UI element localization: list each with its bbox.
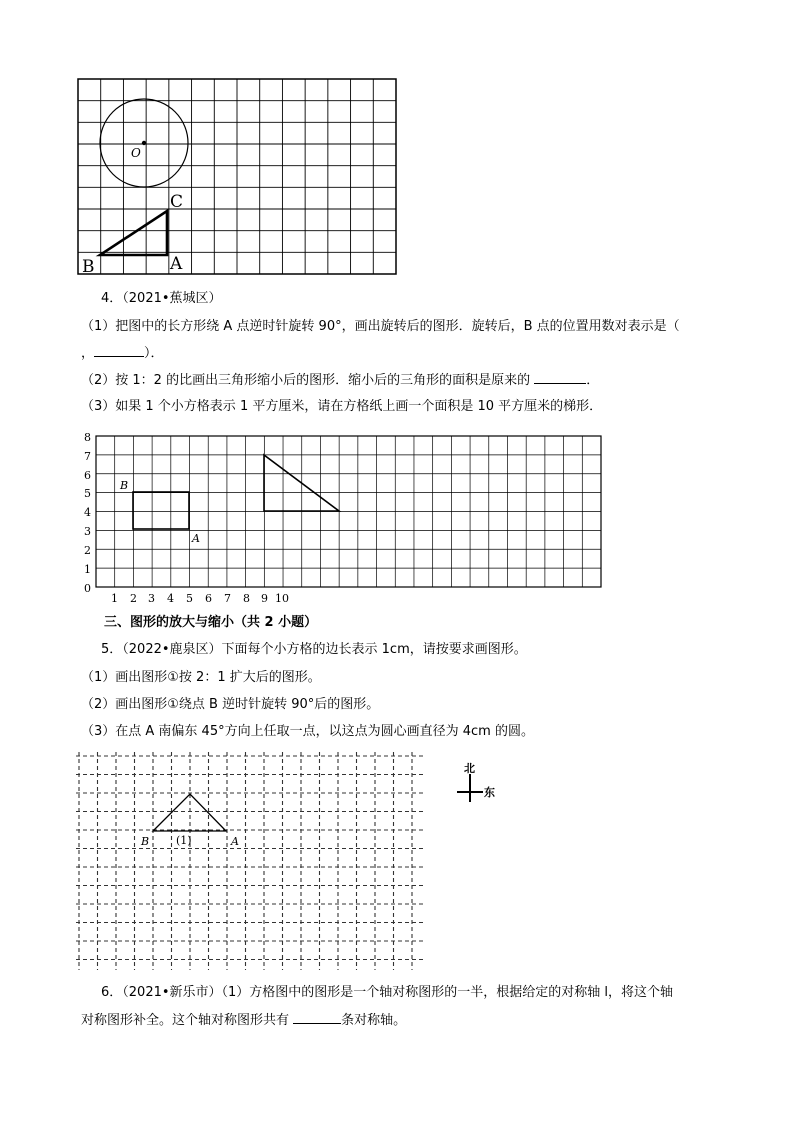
y-tick-0: 0 (84, 582, 91, 595)
compass-north-label: 北 (464, 762, 475, 775)
shape-1-label: (1) (176, 834, 192, 847)
y-tick-3: 3 (84, 525, 91, 538)
point-a-label: A (192, 532, 200, 545)
q4-part1-line2 (81, 344, 164, 363)
q4-part1-line1: （1）把图中的长方形绕 A 点逆时针旋转 90°，画出旋转后的图形．旋转后，B 点的位置用数对表示是（ (81, 319, 680, 334)
label-o: O (131, 146, 141, 160)
q6-line2 (81, 1011, 406, 1030)
x-tick-6: 6 (205, 592, 212, 605)
y-tick-1: 1 (84, 563, 91, 576)
x-tick-5: 5 (186, 592, 193, 605)
q6-line1: 6．（2021•新乐市）（1）方格图中的图形是一个轴对称图形的一半，根据给定的对称轴 l，将这个轴 (101, 985, 674, 1000)
y-tick-4: 4 (84, 506, 91, 519)
point-a-label: A (231, 835, 239, 848)
x-tick-1: 1 (111, 592, 118, 605)
x-tick-2: 2 (130, 592, 137, 605)
q5-part1: （1）画出图形①按 2：1 扩大后的图形。 (81, 670, 321, 685)
y-tick-8: 8 (84, 431, 91, 444)
point-b-label: B (141, 835, 150, 848)
x-tick-4: 4 (167, 592, 174, 605)
compass-horizontal-line (457, 791, 483, 793)
figure1-grid (78, 79, 398, 276)
label-a: A (170, 254, 183, 274)
q5-part3: （3）在点 A 南偏东 45°方向上任取一点，以这点为圆心画直径为 4cm 的圆。 (81, 724, 534, 739)
x-tick-3: 3 (148, 592, 155, 605)
triangle-abc (100, 211, 167, 255)
q4-header: 4．（2021•蕉城区） (101, 291, 222, 306)
q5-part2: （2）画出图形①绕点 B 逆时针旋转 90°后的图形。 (81, 697, 380, 712)
q4-part1-line2-end: ）． (144, 346, 164, 361)
q6-answer-blank[interactable] (293, 1011, 341, 1024)
label-c: C (170, 192, 184, 212)
q4-part2-end: ． (586, 373, 600, 388)
point-b-label: B (120, 479, 129, 492)
rectangle-shape (133, 492, 189, 529)
compass (452, 760, 512, 810)
y-tick-6: 6 (84, 469, 91, 482)
q4-answer-blank-1[interactable] (94, 344, 144, 357)
y-tick-5: 5 (84, 487, 91, 500)
label-b: B (82, 257, 95, 277)
q4-part2-text: （2）按 1：2 的比画出三角形缩小后的图形．缩小后的三角形的面积是原来的 (81, 373, 531, 388)
x-tick-7: 7 (224, 592, 231, 605)
x-tick-9: 9 (261, 592, 268, 605)
q4-answer-blank-2[interactable] (534, 371, 586, 384)
q5-header: 5．（2022•鹿泉区）下面每个小方格的边长表示 1cm，请按要求画图形。 (101, 642, 527, 657)
q6-line2-end: 条对称轴。 (341, 1013, 407, 1028)
section3-heading: 三、图形的放大与缩小（共 2 小题） (104, 615, 318, 630)
y-tick-2: 2 (84, 544, 91, 557)
x-axis-ticks (111, 592, 289, 605)
center-point-o (142, 141, 146, 145)
compass-east-label: 东 (484, 786, 495, 799)
x-tick-10: 10 (275, 592, 289, 605)
figure3-dotted-grid (76, 752, 428, 972)
compass-vertical-line (469, 774, 471, 802)
y-tick-7: 7 (84, 450, 91, 463)
q4-part2 (81, 371, 599, 390)
q6-line2-start: 对称图形补全。这个轴对称图形共有 (81, 1013, 290, 1028)
q4-part1-line2-start: ， (81, 346, 95, 361)
q4-part3: （3）如果 1 个小方格表示 1 平方厘米，请在方格纸上画一个面积是 10 平方厘米的梯形． (81, 399, 603, 414)
x-tick-8: 8 (243, 592, 250, 605)
y-axis-ticks (84, 431, 91, 595)
figure2-coordinate-grid (78, 430, 608, 610)
